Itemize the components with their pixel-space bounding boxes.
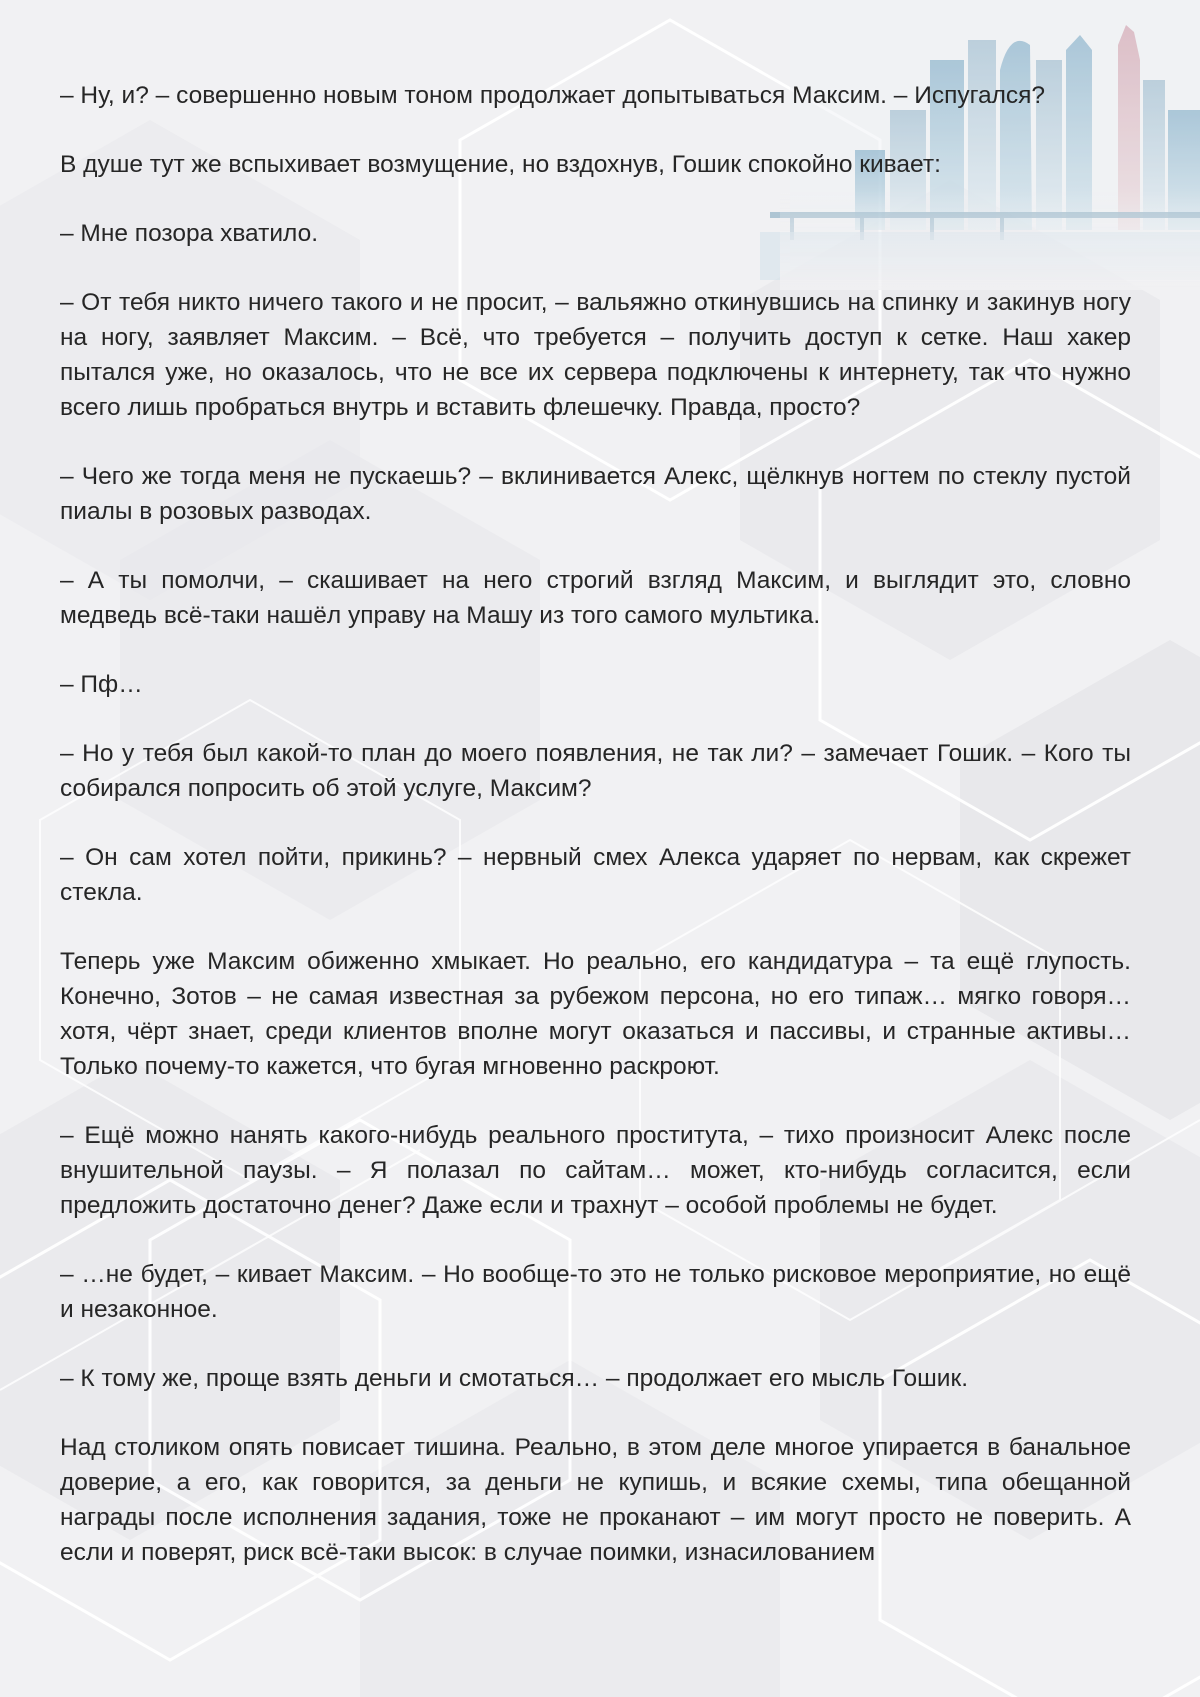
paragraph: В душе тут же вспыхивает возмущение, но вздохнув, Гошик спокойно кивает: [60, 151, 941, 178]
paragraph: – Мне позора хватило. [60, 220, 319, 247]
paragraph: – А ты помолчи, – скашивает на него строгий взгляд Максим, и выглядит это, словно медведь всё-таки нашёл управу на Машу из того самого мультика. [60, 567, 1131, 629]
paragraph: – …не будет, – кивает Максим. – Но вообще-то это не только рисковое мероприятие, но ещё и незаконное. [60, 1261, 1131, 1323]
paragraph: – Он сам хотел пойти, прикинь? – нервный смех Алекса ударяет по нервам, как скрежет стекла. [60, 844, 1131, 906]
paragraph: – Пф… [60, 671, 143, 698]
paragraph: – Ещё можно нанять какого-нибудь реального проститута, – тихо произносит Алекс после внушительной паузы. – Я полазал по сайтам… может, кто-нибудь согласится, если предложить достаточно денег? Даже если и трахнут – особой проблемы не будет. [60, 1122, 1131, 1219]
paragraph: – Чего же тогда меня не пускаешь? – вклинивается Алекс, щёлкнув ногтем по стеклу пустой пиалы в розовых разводах. [60, 463, 1131, 525]
document-page [60, 78, 1131, 1570]
paragraph: – От тебя никто ничего такого и не просит, – вальяжно откинувшись на спинку и закинув ногу на ногу, заявляет Максим. – Всё, что требуется – получить доступ к сетке. Наш хакер пытался уже, но оказалось, что не все их сервера подключены к интернету, так что нужно всего лишь пробраться внутрь и вставить флешечку. Правда, просто? [60, 289, 1131, 421]
paragraph: – К тому же, проще взять деньги и смотаться… – продолжает его мысль Гошик. [60, 1365, 969, 1392]
paragraph: Над столиком опять повисает тишина. Реально, в этом деле многое упирается в банальное доверие, а его, как говорится, за деньги не купишь, и всякие схемы, типа обещанной награды после исполнения задания, тоже не проканают – им могут просто не поверить. А если и поверят, риск всё-таки высок: в случае поимки, изнасилованием [60, 1434, 1131, 1566]
paragraph: Теперь уже Максим обиженно хмыкает. Но реально, его кандидатура – та ещё глупость. Конечно, Зотов – не самая известная за рубежом персона, но его типаж… мягко говоря… хотя, чёрт знает, среди клиентов вполне могут оказаться и пассивы, и странные активы… Только почему-то кажется, что бугая мгновенно раскроют. [60, 948, 1131, 1080]
paragraph: – Ну, и? – совершенно новым тоном продолжает допытываться Максим. – Испугался? [60, 82, 1046, 109]
paragraph: – Но у тебя был какой-то план до моего появления, не так ли? – замечает Гошик. – Кого ты собирался попросить об этой услуге, Максим? [60, 740, 1131, 802]
